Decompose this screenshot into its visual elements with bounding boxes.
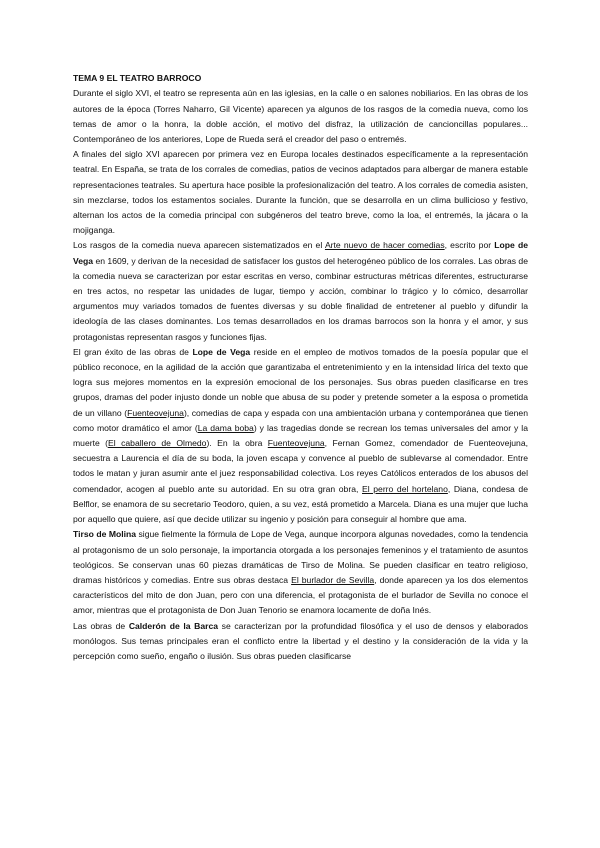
- work-title: La dama boba: [197, 422, 254, 433]
- text-run: , Diana, condesa de Belflor, se enamora de su secretario Teodoro, quien, a su vez, está prometido a Marcela. Diana es una mujer que lucha por aquello que quiere, así que decide utilizar su ingenio y posición para conseguir al hombre que ama.: [73, 483, 528, 525]
- text-run: Las obras de: [73, 620, 129, 631]
- author-name: Calderón de la Barca: [128, 620, 219, 631]
- text-run: en 1609, y derivan de la necesidad de satisfacer los gustos del heterogéneo público de los corrales. Las obras de la comedia nueva se caracterizan por estar escritas en verso, combinar estructuras métricas diferentes, estructurarse en tres actos, no respetar las unidades de lugar, tiempo y acción, combinar lo trágico y lo cómico, desarrollar argumentos muy variados tomados de fuentes diversas y su doble finalidad de entretener al pueblo y difundir la ideología de las clases dominantes. Los temas desarrollados en los dramas barrocos son la honra y el amor, y sus protagonistas representan rasgos y funciones fijas.: [73, 255, 528, 342]
- work-title: El perro del hortelano: [362, 483, 448, 494]
- text-run: El gran éxito de las obras de: [73, 346, 193, 357]
- text-run: , Fernan Gomez, comendador de Fuenteovejuna, secuestra a Laurencia el día de su boda, la joven escapa y convence al pueblo de sublevarse al comendador. Entre todos le matan y juran asumir ante el juez responsabilidad colectiva. Los reyes Católicos enterados de los abusos del comendador, acogen al pueblo ante su autoridad. En su otra gran obra,: [73, 438, 529, 494]
- author-name: Lope de Vega: [73, 240, 528, 266]
- work-title: Arte nuevo de hacer comedias: [324, 240, 445, 251]
- text-run: se caracterizan por la profundidad filosófica y el uso de densos y elaborados monólogos. Sus temas principales eran el conflicto entre la libertad y el destino y la consideración de la vida y la percepción como sueño, engaño o ilusión. Sus obras pueden clasificarse: [73, 620, 529, 661]
- text-run: Los rasgos de la comedia nueva aparecen sistematizados en el: [73, 240, 325, 251]
- document-title: TEMA 9 EL TEATRO BARROCO: [73, 73, 202, 83]
- text-run: reside en el empleo de motivos tomados de la poesía popular que el público reconoce, en la agilidad de la acción que garantizaba el entretenimiento y en la intensidad lírica del texto que logra sus mejores momentos en la expresión emocional de los personajes. Sus obras pueden clasificarse en tres grupos, dramas del poder injusto donde un noble que abusa de su poder y pretende someter a la esposa o prometida de un villano (: [73, 346, 528, 418]
- text-run: ), comedias de capa y espada con una ambientación urbana y contemporánea que tienen como motor dramático el amor (: [73, 407, 528, 433]
- paragraph-2: A finales del siglo XVI aparecen por primera vez en Europa locales destinados específicamente a la representación teatral. En España, se trata de los corrales de comedias, patios de vecinos adaptados para albergar de manera estable representaciones teatrales. Su apertura hace posible la profesionalización del teatro. A los corrales de comedia asisten, sin mezclarse, todos los estamentos sociales. Durante la función, que se desarrolla en un clima bullicioso y festivo, alternan los actos de la comedia principal con subgéneros del teatro breve, como la loa, el entremés, la jácara o la mojiganga.: [73, 149, 528, 236]
- paragraph-4: [73, 345, 528, 527]
- work-title: El caballero de Olmedo: [108, 438, 207, 449]
- text-run: ). En la obra: [206, 438, 268, 449]
- paragraph-5: [73, 527, 528, 618]
- paragraph-3: [73, 238, 528, 344]
- work-title: El burlador de Sevilla: [291, 574, 375, 585]
- author-name: Lope de Vega: [192, 346, 251, 357]
- paragraph-6: [73, 619, 528, 665]
- work-title: Fuenteovejuna: [267, 438, 325, 449]
- author-name: Tirso de Molina: [73, 529, 137, 540]
- text-run: ) y las tragedias donde se recrean los temas universales del amor y la muerte (: [73, 422, 528, 449]
- paragraph-1: Durante el siglo XVI, el teatro se representa aún en las iglesias, en la calle o en salones nobiliarios. En las obras de los autores de la época (Torres Naharro, Gil Vicente) aparecen ya algunos de los rasgos de la comedia nueva, como los temas de amor o la honra, la doble acción, el motivo del disfraz, la utilización de cancioncillas populares... Contemporáneo de los anteriores, Lope de Rueda será el creador del paso o entremés.: [73, 88, 528, 145]
- text-run: , donde aparecen ya los dos elementos característicos del mito de don Juan, pero con una diferencia, el protagonista de el burlador de Sevilla no conoce el amor, mientras que el protagonista de Don Juan Tenorio se enamora locamente de doña Inés.: [73, 574, 529, 616]
- work-title: Fuenteovejuna: [127, 407, 184, 418]
- text-run: , escrito por: [444, 240, 495, 251]
- text-run: sigue fielmente la fórmula de Lope de Vega, aunque incorpora algunas novedades, como la tendencia al protagonismo de un solo personaje, la importancia otorgada a los personajes femeninos y el tratamiento de asuntos teológicos. Se conservan unas 60 piezas dramáticas de Tirso de Molina. Se pueden clasificar en teatro religioso, dramas históricos y comedias. Entre sus obras destaca: [73, 529, 528, 585]
